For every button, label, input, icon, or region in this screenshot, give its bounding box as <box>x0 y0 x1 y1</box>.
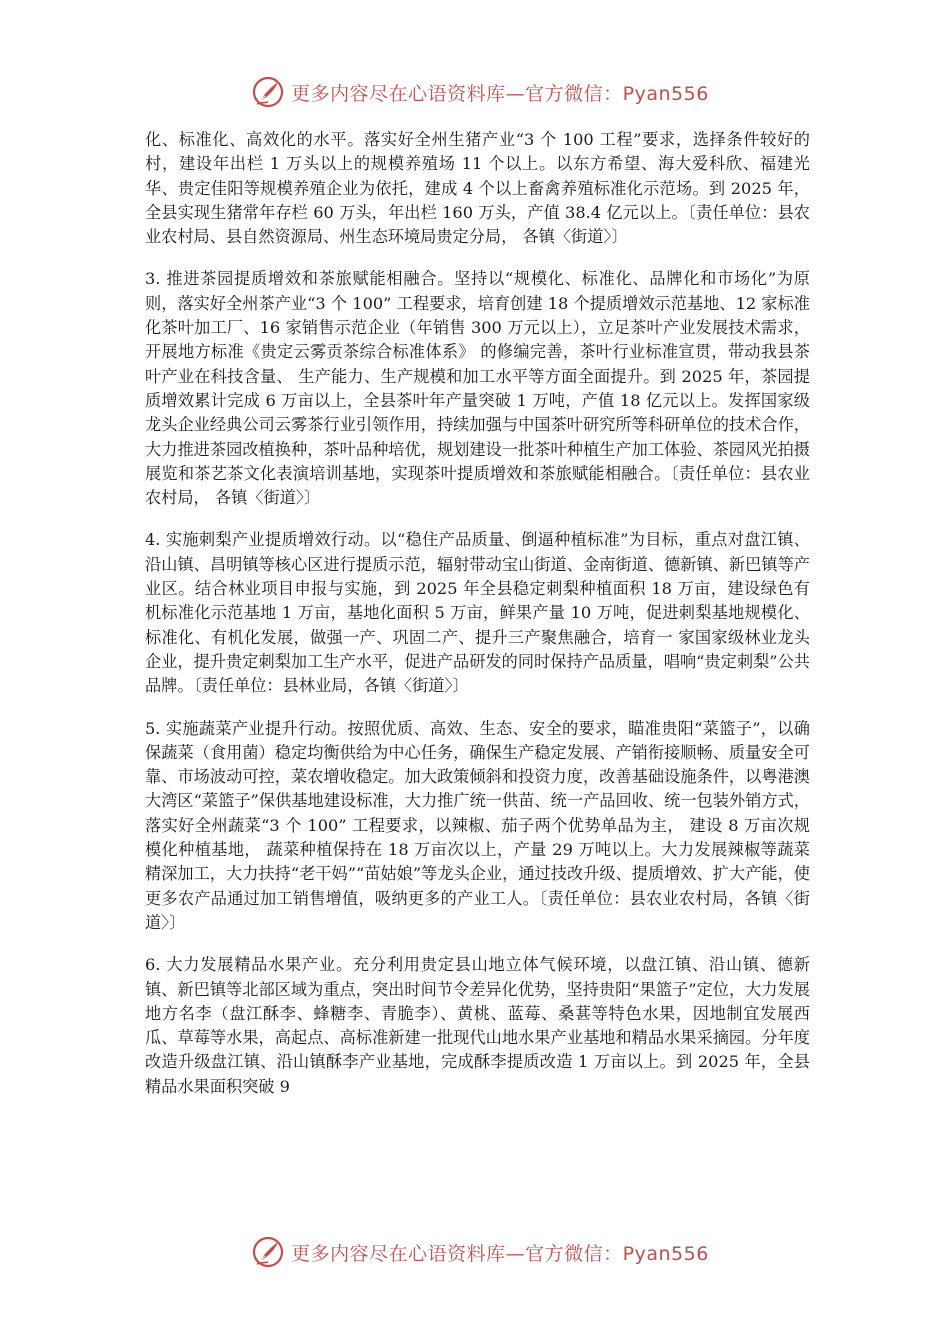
quill-pen-logo-icon <box>251 75 285 109</box>
header-banner-inner <box>241 75 709 109</box>
paragraph-tea: 3. 推进茶园提质增效和茶旅赋能相融合。坚持以“规模化、标准化、品牌化和市场化”为原则，落实好全州茶产业“3 个 100” 工程要求，培育创建 18 个提质增效示范基地、12 家标准化茶叶加工厂、16 家销售示范企业（年销售 300 万元以上），立足茶叶产业发展技术需求，开展地方标准《贵定云雾贡茶综合标准体系》 的修编完善，茶叶行业标准宣贯，带动我县茶叶产业在科技含量、 生产能力、生产规模和加工水平等方面全面提升。到 2025 年，茶园提质增效累计完成 6 万亩以上，全县茶叶年产量突破 1 万吨，产值 18 亿元以上。发挥国家级龙头企业经典公司云雾茶行业引领作用，持续加强与中国茶叶研究所等科研单位的技术合作，大力推进茶园改植换种，茶叶品种培优，规划建设一批茶叶种植生产加工体验、茶园风光拍摄展览和茶艺茶文化表演培训基地，实现茶叶提质增效和茶旅赋能相融合。〔责任单位：县农业农村局， 各镇〈街道〉〕 <box>145 269 810 508</box>
footer-banner-inner <box>241 1235 709 1269</box>
paragraph-livestock: 化、标准化、高效化的水平。落实好全州生猪产业“3 个 100 工程”要求，选择条件较好的村，建设年出栏 1 万头以上的规模养殖场 11 个以上。以东方希望、海大爱科欣、福建光华、贵定佳阳等规模养殖企业为依托，建成 4 个以上畜禽养殖标准化示范场。到 2025 年，全县实现生猪常年存栏 60 万头，年出栏 160 万头，产值 38.4 亿元以上。〔责任单位：县农业农村局、县自然资源局、州生态环境局贵定分局， 各镇〈街道〉〕 <box>145 130 810 247</box>
document-body <box>145 128 810 1117</box>
paragraph-roxburgh-rose: 4. 实施刺梨产业提质增效行动。以“稳住产品质量、倒逼种植标准”为目标，重点对盘江镇、沿山镇、昌明镇等核心区进行提质示范，辐射带动宝山街道、金南街道、德新镇、新巴镇等产 业区。结合林业项目申报与实施，到 2025 年全县稳定刺梨种植面积 18 万亩，建设绿色有机标准化示范基地 1 万亩，基地化面积 5 万亩，鲜果产量 10 万吨，促进刺梨基地规模化、标准化、有机化发展，做强一产、巩固二产、提升三产聚焦融合，培育一 家国家级林业龙头企业，提升贵定刺梨加工生产水平，促进产品研发的同时保持产品质量，唱响“贵定刺梨”公共品牌。〔责任单位：县林业局，各镇〈街道〉〕 <box>145 530 810 696</box>
paragraph-fruit: 6. 大力发展精品水果产业。充分利用贵定县山地立体气候环境，以盘江镇、沿山镇、德新镇、新巴镇等北部区域为重点，突出时间节令差异化优势，坚持贵阳“果篮子”定位，大力发展地方名李（盘江酥李、蜂糖李、青脆李）、黄桃、蓝莓、桑葚等特色水果，因地制宜发展西瓜、草莓等水果，高起点、高标准新建一批现代山地水果产业基地和精品水果采摘园。分年度改造升级盘江镇、沿山镇酥李产业基地，完成酥李提质改造 1 万亩以上。到 2025 年，全县精品水果面积突破 9 <box>145 955 810 1096</box>
header-banner-text: 更多内容尽在心语资料库—官方微信：Pyan556 <box>291 82 709 105</box>
quill-pen-logo-icon <box>251 1235 285 1269</box>
footer-banner-text: 更多内容尽在心语资料库—官方微信：Pyan556 <box>291 1242 709 1265</box>
paragraph-vegetables: 5. 实施蔬菜产业提升行动。按照优质、高效、生态、安全的要求，瞄准贵阳“菜篮子”，以确保蔬菜（食用菌）稳定均衡供给为中心任务，确保生产稳定发展、产销衔接顺畅、质量安全可靠、市场波动可控，菜农增收稳定。加大政策倾斜和投资力度，改善基础设施条件，以粤港澳大湾区“菜篮子”保供基地建设标准，大力推广统一供苗、统一产品回收、统一包装外销方式，落实好全州蔬菜“3 个 100” 工程要求，以辣椒、茄子两个优势单品为主， 建设 8 万亩次规模化种植基地， 蔬菜种植保持在 18 万亩次以上，产量 29 万吨以上。大力发展辣椒等蔬菜精深加工，大力扶持“老干妈”“苗姑娘”等龙头企业，通过技改升级、提质增效、扩大产能，使更多农产品通过加工销售增值，吸纳更多的产业工人。〔责任单位：县农业农村局，各镇〈街道〉〕 <box>145 718 810 932</box>
header-banner <box>0 72 950 112</box>
footer-banner <box>0 1232 950 1272</box>
